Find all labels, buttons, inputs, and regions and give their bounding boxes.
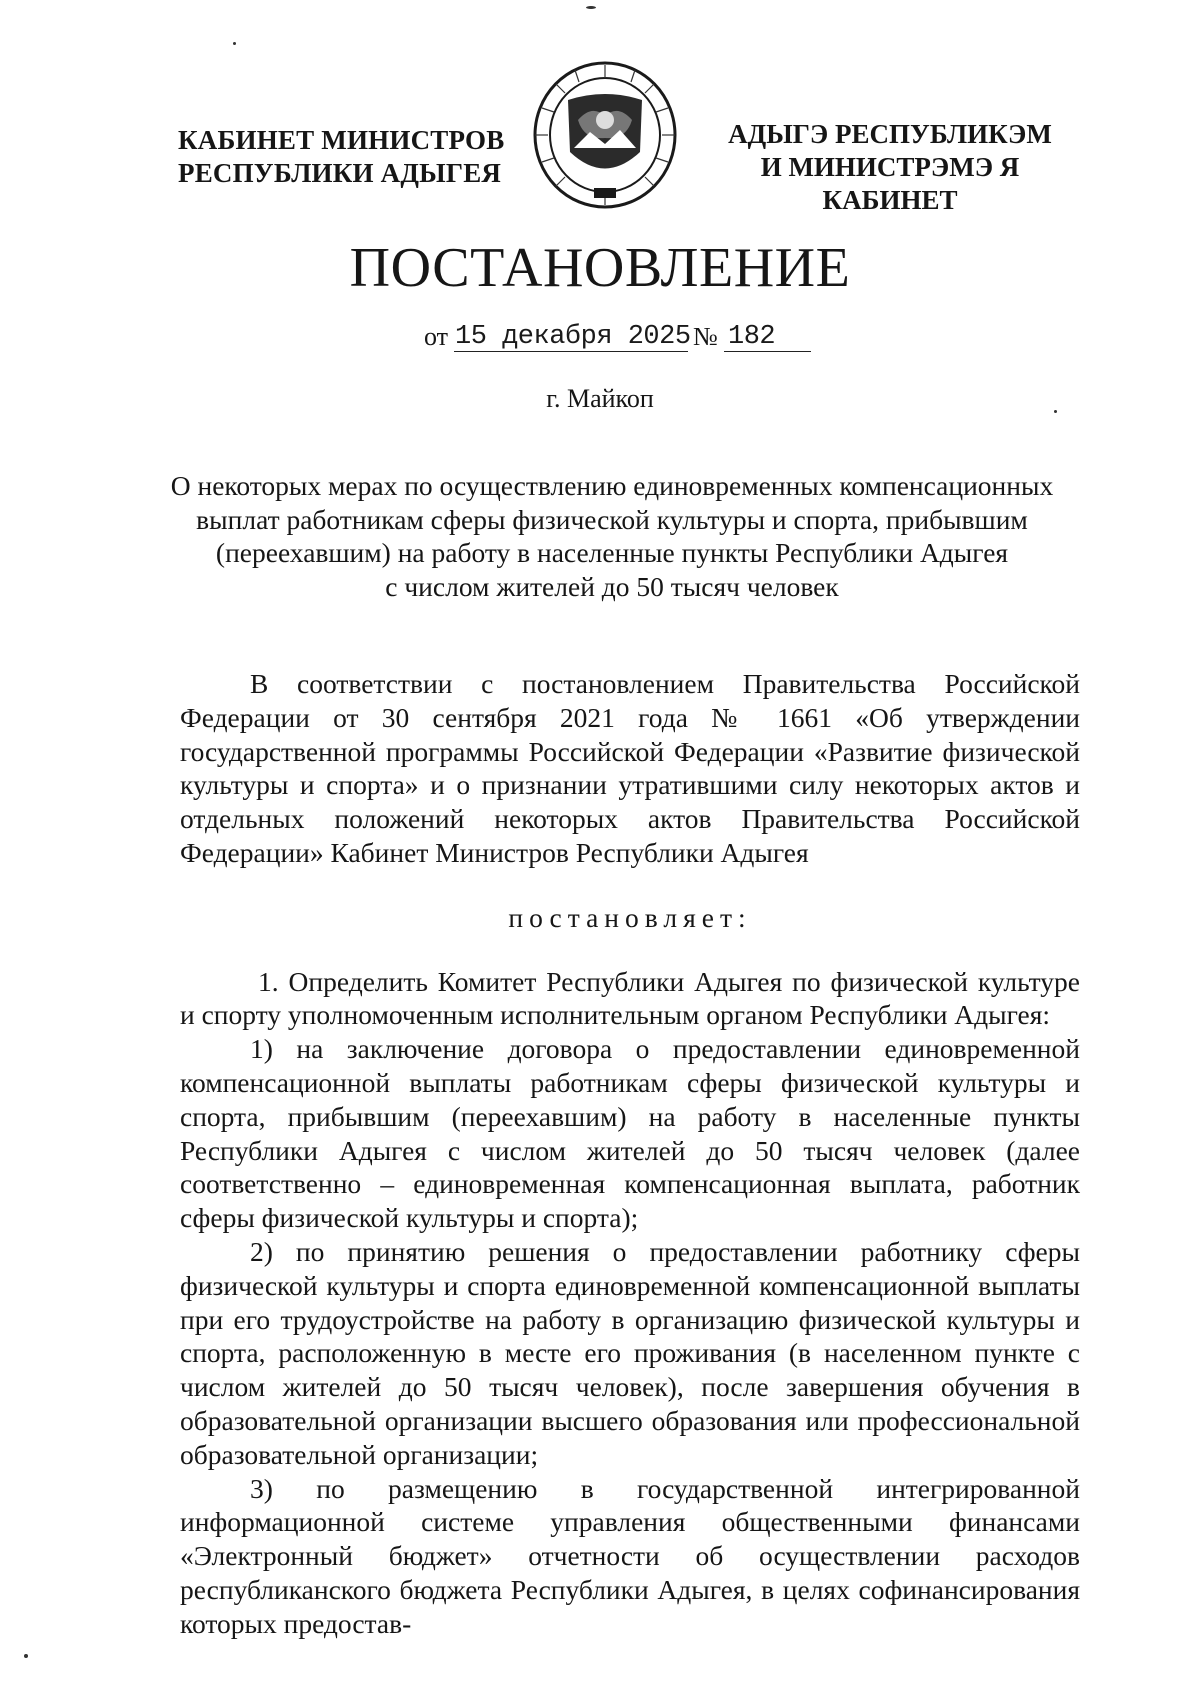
date-prefix: от — [424, 322, 449, 351]
document-title: ПОСТАНОВЛЕНИЕ — [349, 237, 851, 299]
date-underline — [454, 351, 688, 352]
header-left-line1: КАБИНЕТ МИНИСТРОВ — [178, 125, 505, 155]
scan-speck — [24, 1654, 28, 1658]
preamble-paragraph: В соответствии с постановлением Правительства Российской Федерации от 30 сентября 2021 года № 1661 «Об утверждении государственной программы Российской Федерации «Развитие физической культуры и спорта» и о признании утратившими силу некоторых актов и отдельных положений некоторых актов Правительства Российской Федерации» Кабинет Министров Республики Адыгея — [180, 668, 1080, 868]
header-left-line2: РЕСПУБЛИКИ АДЫГЕЯ — [178, 158, 502, 188]
subitem-3-paragraph: 3) по размещению в государственной интегрированной информационной системе управления общественными финансами «Электронный бюджет» отчетности об осуществлении расходов республиканского бюджета Республики Адыгея, в целях софинансирования которых предостав- — [180, 1472, 1080, 1639]
subject-line: (переехавшим) на работу в населенные пункты Республики Адыгея — [215, 537, 1009, 568]
item-1-paragraph: 1. Определить Комитет Республики Адыгея по физической культуре и спорту уполномоченным исполнительным органом Республики Адыгея: — [180, 965, 1080, 1031]
date-number-line — [424, 318, 824, 358]
scan-speck — [233, 42, 236, 45]
scan-speck — [1054, 410, 1057, 413]
number-sign: № — [693, 322, 718, 351]
header-right-line1: АДЫГЭ РЕСПУБЛИКЭМ — [728, 119, 1052, 149]
header-right-authority — [690, 118, 1090, 217]
resolves-heading: постановляет: — [508, 901, 752, 933]
subject-line: с числом жителей до 50 тысяч человек — [385, 570, 839, 602]
document-date: 15 декабря 2025 — [455, 322, 691, 352]
scan-speck — [586, 6, 596, 9]
subitem-1-paragraph: 1) на заключение договора о предоставлении единовременной компенсационной выплаты работникам сферы физической культуры и спорта, прибывшим (переехавшим) на работу в населенные пункты Республики Адыгея с числом жителей до 50 тысяч человек (далее соответственно – единовременная компенсационная выплата, работник сферы физической культуры и спорта); — [180, 1033, 1080, 1234]
subject-line: выплат работникам сферы физической культуры и спорта, прибывшим — [196, 503, 1028, 535]
coat-of-arms-icon — [530, 60, 680, 210]
subject-line: О некоторых мерах по осуществлению единовременных компенсационных — [170, 470, 1054, 501]
document-number: 182 — [728, 322, 776, 352]
subitem-2-paragraph: 2) по принятию решения о предоставлении работнику сферы физической культуры и спорта единовременной компенсационной выплаты при его трудоустройстве на работу в организацию физической культуры и спорта, расположенную в месте его проживания (в населенном пункте с числом жителей до 50 тысяч человек), после завершения обучения в образовательной организации высшего образования или профессиональной образовательной организации; — [180, 1235, 1080, 1470]
document-city: г. Майкоп — [546, 384, 654, 413]
document-body — [180, 667, 1080, 1641]
header-left-authority — [178, 124, 508, 190]
document-subject — [150, 469, 1074, 603]
number-underline — [724, 351, 811, 352]
header-right-line2: И МИНИСТРЭМЭ Я КАБИНЕТ — [760, 152, 1020, 215]
